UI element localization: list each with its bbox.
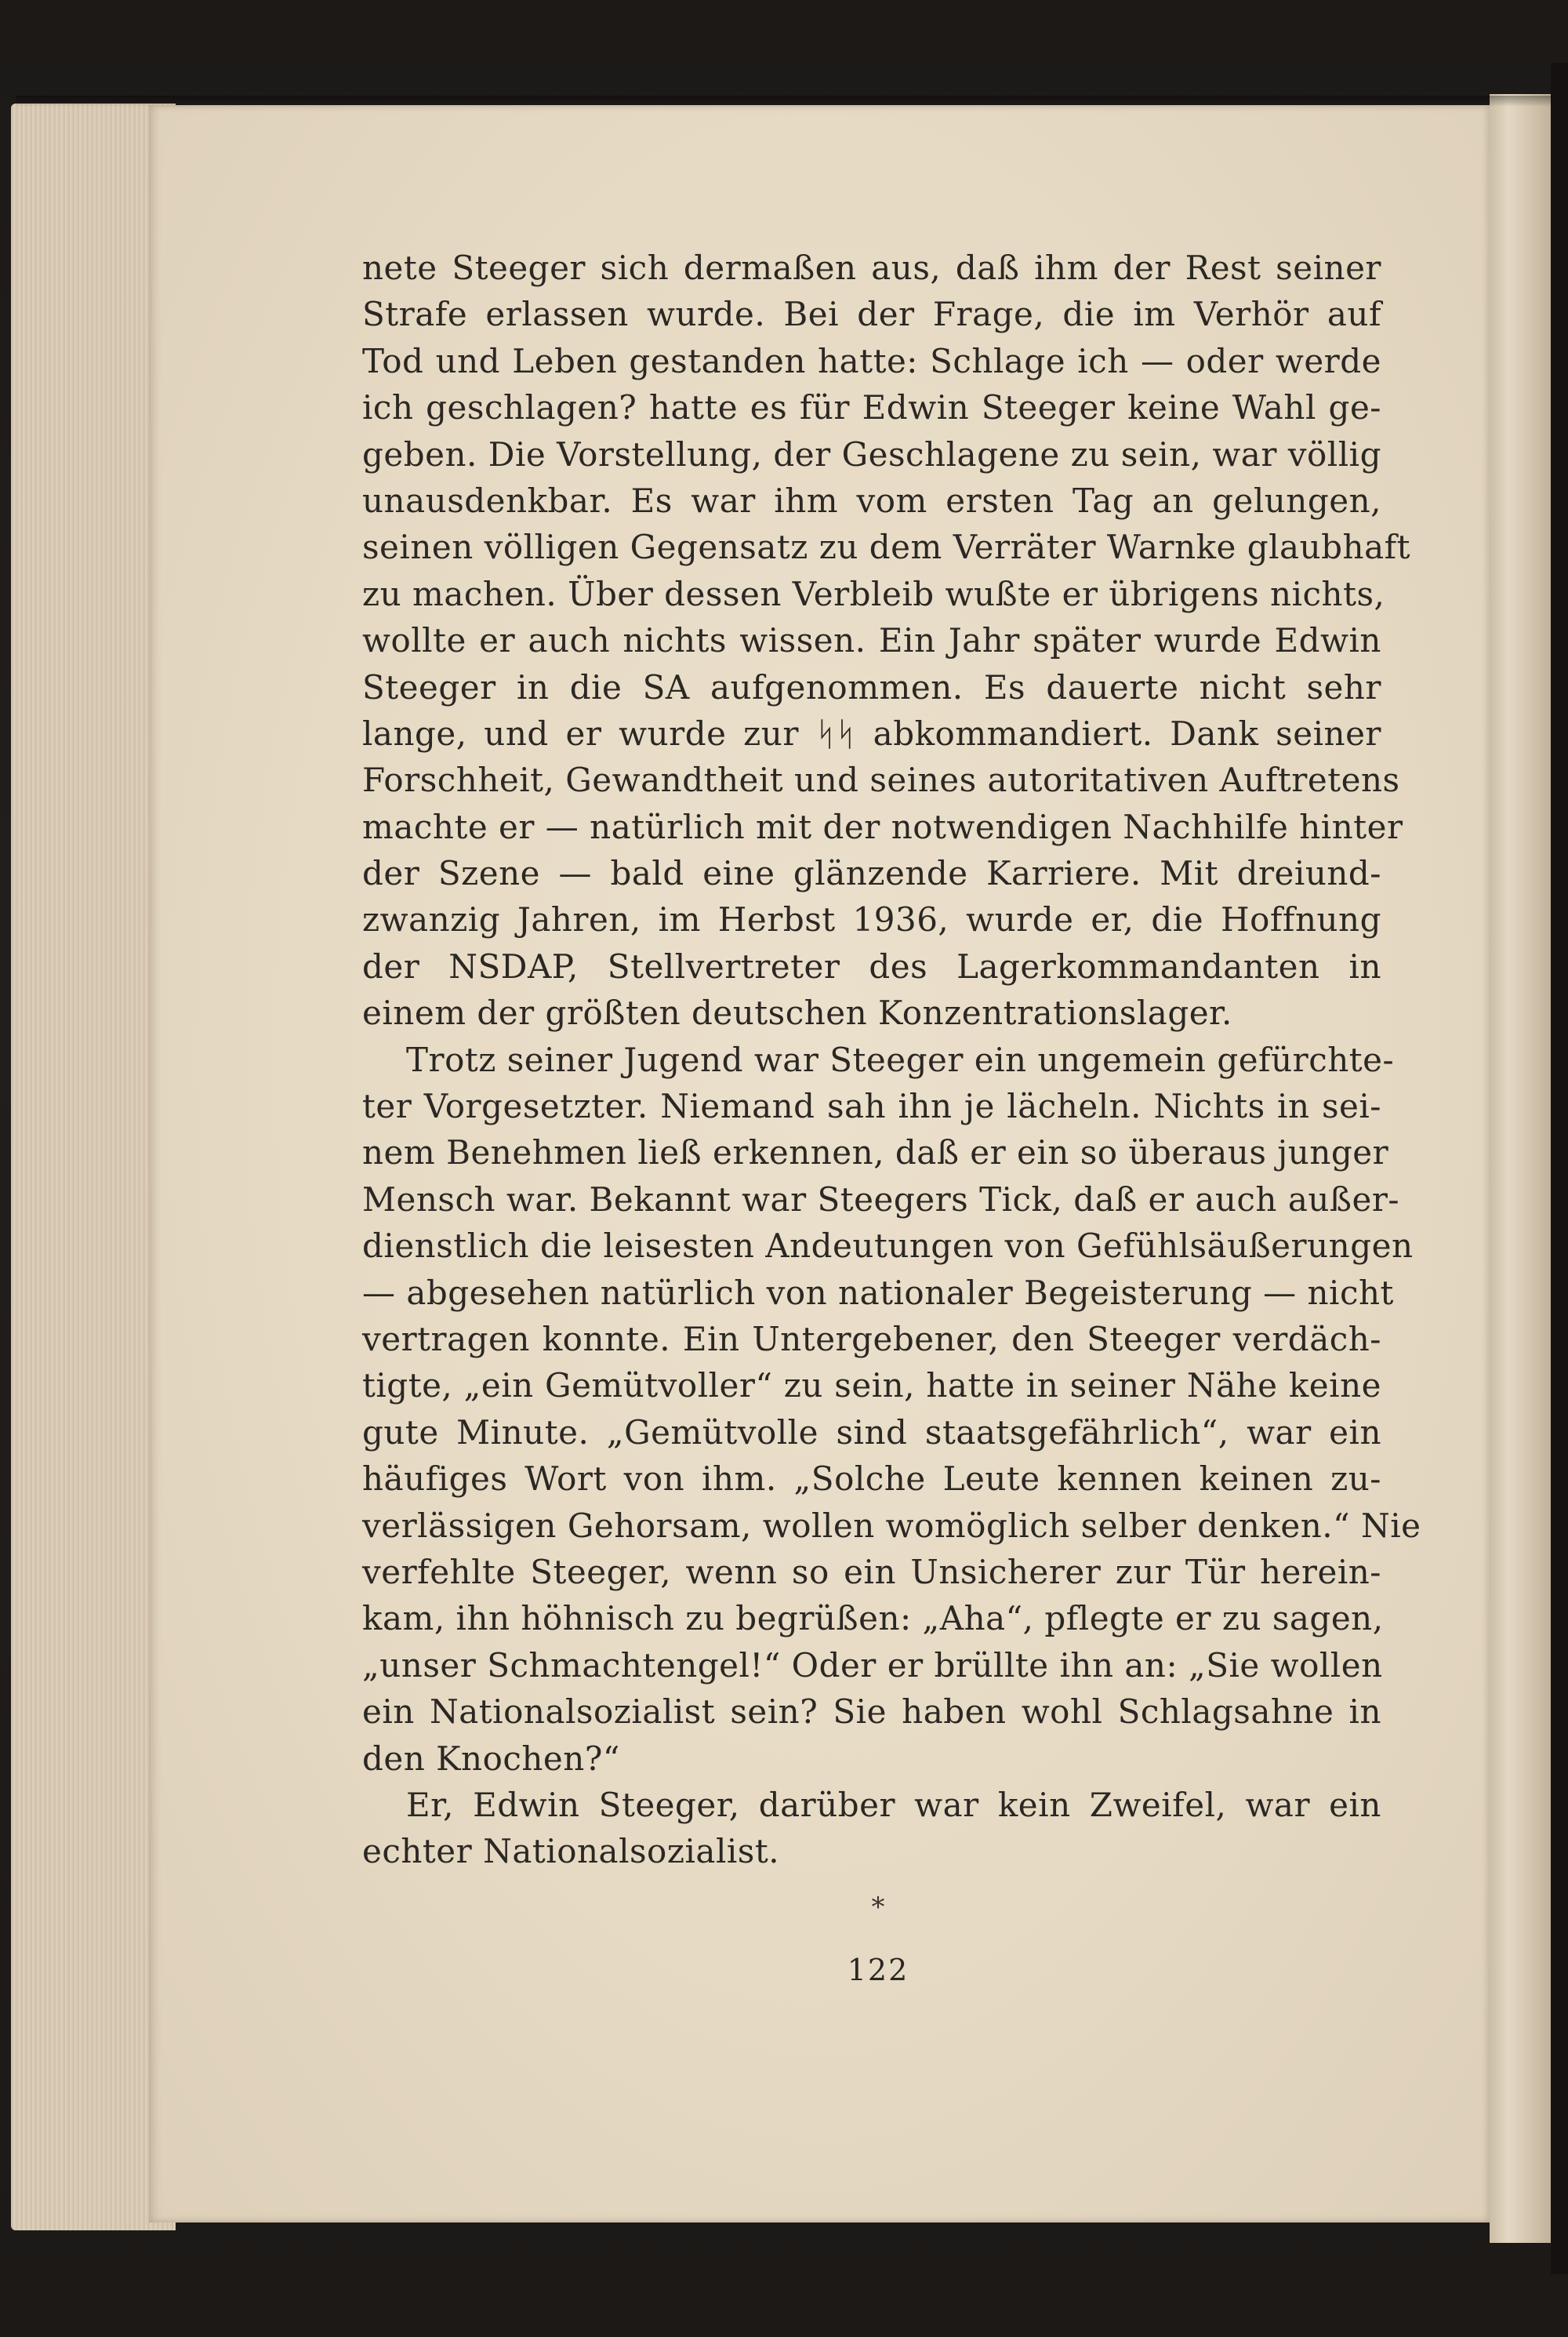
text-line: der Szene — bald eine glänzende Karriere. Mit dreiund- (362, 854, 1381, 893)
text-line: unausdenkbar. Es war ihm vom ersten Tag an gelungen, (362, 481, 1381, 520)
text-line: ein Nationalsozialist sein? Sie haben wohl Schlagsahne in (362, 1692, 1381, 1732)
text-line: echter Nationalsozialist. (362, 1832, 780, 1871)
text-line: häufiges Wort von ihm. „Solche Leute kennen keinen zu- (362, 1459, 1381, 1499)
text-line: „unser Schmachtengel!“ Oder er brüllte ihn an: „Sie wollen (362, 1645, 1383, 1685)
section-break: * (871, 1892, 885, 1923)
text-line: kam, ihn höhnisch zu begrüßen: „Aha“, pflegte er zu sagen, (362, 1599, 1384, 1638)
text-line: machte er — natürlich mit der notwendigen Nachhilfe hinter (362, 807, 1403, 846)
text-line: tigte, „ein Gemütvoller“ zu sein, hatte in seiner Nähe keine (362, 1366, 1381, 1405)
text-line: Trotz seiner Jugend war Steeger ein ungemein gefürchte- (406, 1040, 1395, 1079)
text-line: der NSDAP, Stellvertreter des Lagerkommandanten in (362, 947, 1381, 986)
text-line: — abgesehen natürlich von nationaler Begeisterung — nicht (362, 1273, 1394, 1312)
page-number: 122 (847, 1953, 909, 1987)
text-line: Strafe erlassen wurde. Bei der Frage, die im Verhör auf (362, 295, 1381, 334)
text-line: lange, und er wurde zur ᛋᛋ abkommandiert. Dank seiner (362, 714, 1381, 753)
text-line: einem der größten deutschen Konzentrationslager. (362, 994, 1232, 1033)
page-top-shadow (16, 96, 1552, 107)
text-line: Mensch war. Bekannt war Steegers Tick, daß er auch außer- (362, 1179, 1400, 1219)
body-text (362, 245, 1421, 1875)
text-line: ter Vorgesetzter. Niemand sah ihn je lächeln. Nichts in sei- (362, 1087, 1381, 1126)
text-line: zu machen. Über dessen Verbleib wußte er übrigens nichts, (362, 574, 1385, 613)
text-line: nem Benehmen ließ erkennen, daß er ein so überaus junger (362, 1133, 1389, 1172)
text-line: Tod und Leben gestanden hatte: Schlage ich — oder werde (362, 341, 1381, 380)
text-line: geben. Die Vorstellung, der Geschlagene zu sein, war völlig (362, 434, 1381, 474)
text-line: verlässigen Gehorsam, wollen womöglich selber denken.“ Nie (362, 1506, 1421, 1545)
text-line: ich geschlagen? hatte es für Edwin Steeger keine Wahl ge- (362, 388, 1381, 427)
text-line: den Knochen?“ (362, 1739, 620, 1778)
text-line: nete Steeger sich dermaßen aus, daß ihm der Rest seiner (362, 249, 1381, 287)
text-line: gute Minute. „Gemütvolle sind staatsgefährlich“, war ein (362, 1412, 1381, 1452)
text-line: Steeger in die SA aufgenommen. Es dauerte nicht sehr (362, 667, 1381, 707)
text-line: zwanzig Jahren, im Herbst 1936, wurde er, die Hoffnung (362, 900, 1381, 940)
text-line: dienstlich die leisesten Andeutungen von Gefühlsäußerungen (362, 1227, 1414, 1266)
binding-shadow (1551, 63, 1568, 2274)
text-line: Forschheit, Gewandtheit und seines autoritativen Auftretens (362, 761, 1400, 800)
book-spine-edge (1490, 94, 1552, 2243)
text-line: vertragen konnte. Ein Untergebener, den Steeger verdäch- (362, 1319, 1381, 1358)
text-line: Er, Edwin Steeger, darüber war kein Zweifel, war ein (406, 1785, 1381, 1824)
text-line: verfehlte Steeger, wenn so ein Unsicherer zur Tür herein- (362, 1552, 1381, 1591)
text-line: wollte er auch nichts wissen. Ein Jahr später wurde Edwin (362, 621, 1381, 660)
text-line: seinen völligen Gegensatz zu dem Verräter Warnke glaubhaft (362, 528, 1411, 567)
